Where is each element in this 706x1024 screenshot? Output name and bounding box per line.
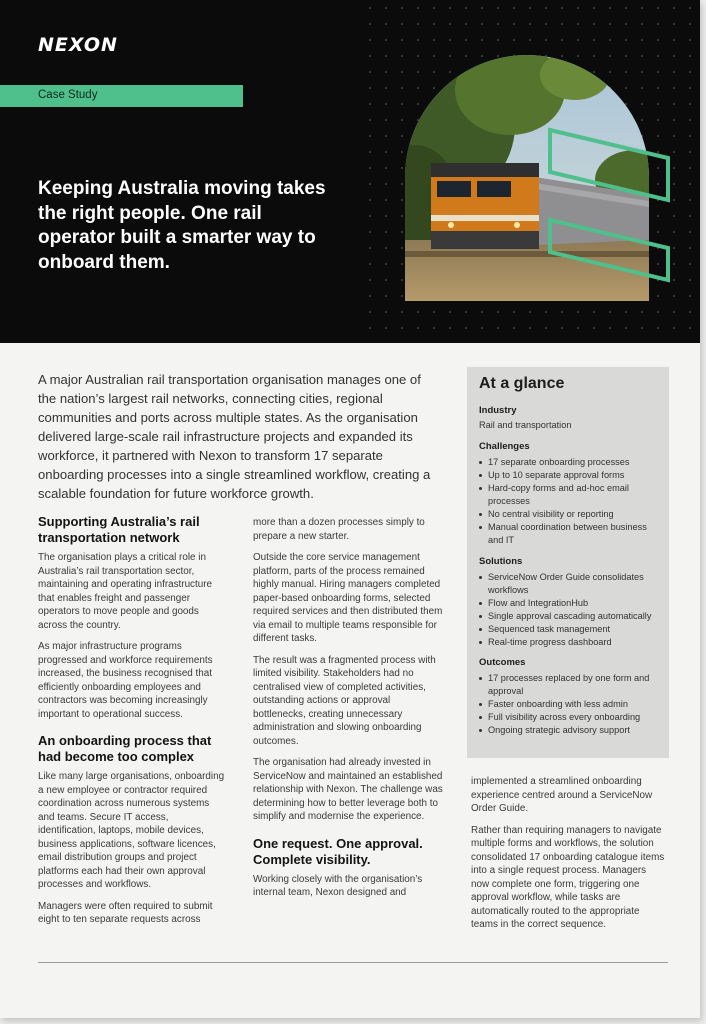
solutions-heading: Solutions <box>479 556 523 567</box>
body-paragraph: The organisation plays a critical role in Australia’s rail transportation sector, maintaining and operating infrastructure that enables freight and passenger operators to move people and goods across the country. <box>38 552 213 631</box>
column-3 <box>471 775 666 940</box>
hero-banner <box>0 0 700 343</box>
footer-divider <box>38 962 668 963</box>
hero-headline: Keeping Australia moving takes the right people. One rail operator built a smarter way to onboard them. <box>38 178 326 273</box>
outcomes-section <box>479 657 663 737</box>
list-item: Manual coordination between business and IT <box>479 521 663 547</box>
body-paragraph: The organisation had already invested in ServiceNow and maintained an established relationship with Nexon. The challenge was determining how to better leverage both to simplify and modernise the experience. <box>253 757 443 822</box>
list-item: Hard-copy forms and ad-hoc email processes <box>479 482 663 508</box>
section-heading: An onboarding process that had become too complex <box>38 733 212 764</box>
list-item: 17 separate onboarding processes <box>479 456 663 469</box>
solutions-section <box>479 556 663 649</box>
nexon-logo: NEXON <box>38 34 118 56</box>
body-paragraph: Managers were often required to submit eight to ten separate requests across <box>38 900 213 925</box>
challenges-heading: Challenges <box>479 441 530 452</box>
intro-paragraph: A major Australian rail transportation organisation manages one of the nation’s largest rail networks, connecting cities, regional communities and ports across multiple states. As the organisation delivered large-scale rail infrastructure projects and expanded its workforce, it partnered with Nexon to transform 17 separate onboarding processes into a single streamlined workflow, creating a scalable foundation for future workforce growth. <box>38 372 431 501</box>
section-heading: One request. One approval. Complete visibility. <box>253 835 423 867</box>
outcomes-heading: Outcomes <box>479 657 526 668</box>
list-item: Faster onboarding with less admin <box>479 698 663 711</box>
at-a-glance-panel <box>467 367 669 758</box>
column-2 <box>253 516 443 908</box>
industry-heading: Industry <box>479 405 517 416</box>
list-item: ServiceNow Order Guide consolidates workflows <box>479 571 663 597</box>
body-paragraph: As major infrastructure programs progressed and workforce requirements increased, the business recognised that efficiently onboarding employees and contractors was becoming increasingly important to operational success. <box>38 641 213 720</box>
list-item: Ongoing strategic advisory support <box>479 724 663 737</box>
green-chevron-graphic <box>540 120 680 290</box>
challenges-list <box>479 456 663 547</box>
body-paragraph: Working closely with the organisation’s internal team, Nexon designed and <box>253 873 423 898</box>
section-heading: Supporting Australia’s rail transportation network <box>38 514 200 545</box>
list-item: Up to 10 separate approval forms <box>479 469 663 482</box>
glance-title: At a glance <box>479 375 565 392</box>
body-paragraph: Like many large organisations, onboarding a new employee or contractor required coordination across numerous systems and teams. Secure IT access, identification, laptops, mobile devices, business applications, software licences, email distribution groups and project platforms each had their own approval processes and workflows. <box>38 771 225 890</box>
body-paragraph: implemented a streamlined onboarding experience centred around a ServiceNow Order Guide. <box>471 776 653 814</box>
list-item: Flow and IntegrationHub <box>479 597 663 610</box>
list-item: Real-time progress dashboard <box>479 636 663 649</box>
list-item: Sequenced task management <box>479 623 663 636</box>
body-paragraph: Rather than requiring managers to navigate multiple forms and workflows, the solution consolidated 17 onboarding catalogue items into a single request process. Managers now complete one form, triggering one approval workflow, while tasks are automatically routed to the appropriate teams in the correct sequence. <box>471 824 665 930</box>
body-paragraph: more than a dozen processes simply to prepare a new starter. <box>253 517 425 542</box>
case-study-tag <box>0 85 243 107</box>
body-paragraph: Outside the core service management platform, parts of the process remained highly manual. Hiring managers completed paper-based onboarding forms, selected required services and then distributed them via email to multiple teams responsible for different tasks. <box>253 552 443 644</box>
list-item: 17 processes replaced by one form and approval <box>479 672 663 698</box>
list-item: Full visibility across every onboarding <box>479 711 663 724</box>
list-item: Single approval cascading automatically <box>479 610 663 623</box>
outcomes-list <box>479 672 663 737</box>
challenges-section <box>479 441 663 547</box>
case-study-tag-label: Case Study <box>38 89 98 101</box>
solutions-list <box>479 571 663 649</box>
body-paragraph: The result was a fragmented process with limited visibility. Stakeholders had no centralised view of completed activities, outstanding actions or approval bottlenecks, creating unnecessary administration and slowing onboarding outcomes. <box>253 654 436 747</box>
industry-section <box>479 405 663 430</box>
column-1 <box>38 514 228 935</box>
list-item: No central visibility or reporting <box>479 508 663 521</box>
industry-value: Rail and transportation <box>479 420 572 430</box>
